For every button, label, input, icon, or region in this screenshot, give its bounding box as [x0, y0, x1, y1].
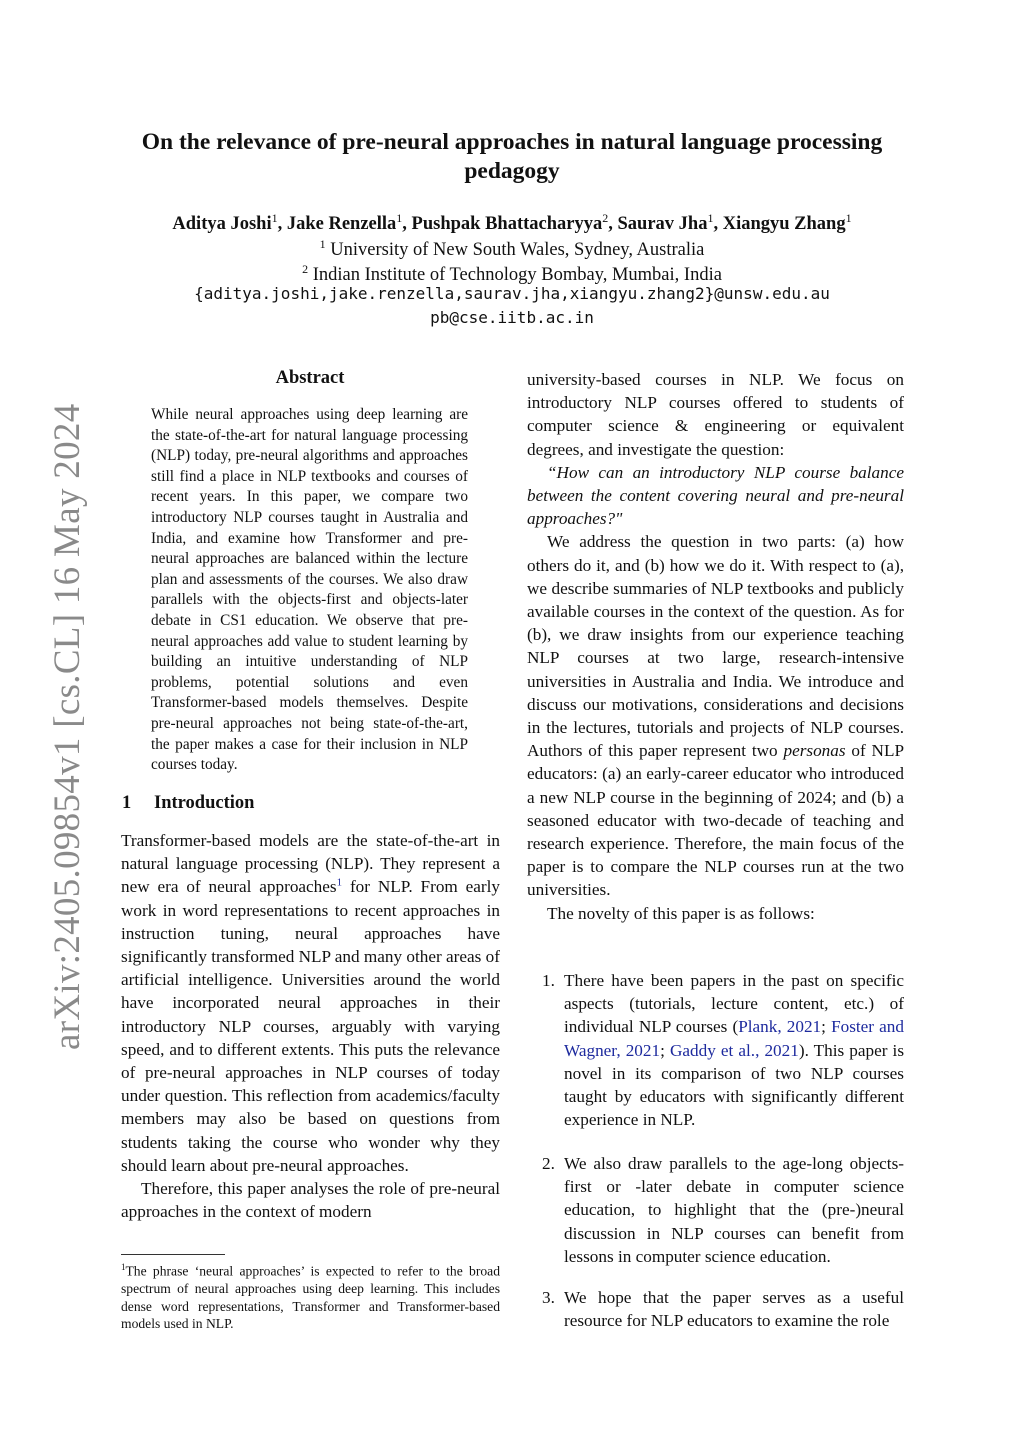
- paragraph: university-based courses in NLP. We focus on introductory NLP courses offered to students of computer science & engineering or equivalent degrees, and investigate the question:: [527, 370, 904, 459]
- list-item: 1. There have been papers in the past on specific aspects (tutorials, lecture content, etc.) of individual NLP courses (Plank, 2021; Foster and Wagner, 2021; Gaddy et al., 2021). This paper is novel in its comparison of two NLP courses taught by educators with significantly different experience in NLP.: [542, 971, 905, 1130]
- author-affil-mark: 1: [396, 211, 403, 225]
- author-affil-mark: 1: [707, 211, 714, 225]
- paper-title: On the relevance of pre-neural approaches in natural language processing pedagogy: [141, 129, 883, 184]
- author-name: Saurav Jha: [617, 214, 708, 235]
- footnote: $^1$The phrase ‘neural approaches’ is expected to refer to the broad spectrum of neural approaches using deep learning. This includes dense word representations, Transformer and Transformer-based models used in NLP.: [121, 1262, 500, 1332]
- author-affil-mark: 2: [602, 211, 609, 225]
- author-name: Pushpak Bhattacharyya: [411, 214, 603, 235]
- novelty-list-item: [527, 1152, 904, 1268]
- author-affil-mark: 1: [271, 211, 278, 225]
- abstract-text: While neural approaches using deep learning are the state-of-the-art for natural language processing (NLP) today, pre-neural algorithms and approaches still find a place in NLP textbooks and courses of recent years. In this paper, we compare two introductory NLP courses taught in Australia and India, and examine how Transformer and pre-neural approaches are balanced within the lecture plan and assessments of the courses. We also draw parallels with the objects-first and objects-later debate in CS1 education. We observe that pre-neural approaches add value to student learning by building an intuitive understanding of NLP problems, potential solutions and even Transformer-based models themselves. Despite pre-neural approaches not being state-of-the-art, the paper makes a case for their inclusion in NLP courses today.: [151, 406, 468, 774]
- list-item: 2. We also draw parallels to the age-long objects-first or -later debate in computer science education, to highlight that the (pre-)neural discussion in NLP courses can benefit from lessons in computer science education.: [542, 1154, 904, 1266]
- citation-link[interactable]: Foster and Wagner, 2021: [564, 1017, 904, 1060]
- affiliation: $^2$ Indian Institute of Technology Bombay, Mumbai, India: [302, 262, 722, 286]
- author-list: Aditya Joshi$^1$, Jake Renzella$^1$, Pushpak Bhattacharyya$^2$, Saurav Jha$^1$, Xiangyu Zhang$^1$: [172, 211, 852, 235]
- email-list: pb@cse.iitb.ac.in: [430, 308, 594, 327]
- paragraph: Transformer-based models are the state-of-the-art in natural language processing (NLP). They represent a new era of neural approaches$^1$ for NLP. From early work in word representations to recent approaches in instruction tuning, neural approaches have significantly transformed NLP and many other areas of artificial intelligence. Universities around the world have incorporated neural approaches in their introductory NLP courses, arguably with varying speed, and to different extents. This puts the relevance of pre-neural approaches in NLP courses of today under question. This reflection from academics/faculty members may also be based on questions from students taking the course who wonder why they should learn about pre-neural approaches.: [121, 831, 500, 1175]
- author-name: Aditya Joshi: [172, 214, 272, 235]
- list-item: 3. We hope that the paper serves as a useful resource for NLP educators to examine the role: [542, 1288, 904, 1331]
- arxiv-identifier: arXiv:2405.09854v1 [cs.CL] 16 May 2024: [47, 403, 88, 1050]
- footnote-divider: [121, 1254, 225, 1255]
- email-list: {aditya.joshi,jake.renzella,saurav.jha,xiangyu.zhang2}@unsw.edu.au: [194, 284, 830, 303]
- paragraph: Therefore, this paper analyses the role of pre-neural approaches in the context of modern: [121, 1179, 500, 1222]
- novelty-list-item: [527, 969, 904, 1131]
- section-heading: 1 Introduction: [122, 793, 255, 813]
- footnote-marker-link[interactable]: 1: [336, 876, 343, 889]
- author-affil-mark: 1: [845, 211, 852, 225]
- paragraph: We address the question in two parts: (a) how others do it, and (b) how we do it. With respect to (a), we describe summaries of NLP textbooks and publicly available courses in the context of the question. As for (b), we draw insights from our experience teaching NLP courses at two large, research-intensive universities in Australia and India. We introduce and discuss our motivations, considerations and decisions in the lectures, tutorials and projects of NLP courses. Authors of this paper represent two personas of NLP educators: (a) an early-career educator who introduced a new NLP course in the beginning of 2024; and (b) a seasoned educator with two-decade of teaching and research experience. Therefore, the main focus of the paper is to compare the NLP courses run at the two universities.: [527, 532, 904, 900]
- research-question-quote: “How can an introductory NLP course balance between the content covering neural and pre-neural approaches?": [527, 462, 904, 529]
- abstract-heading: Abstract: [275, 368, 345, 388]
- author-name: Jake Renzella: [286, 214, 397, 235]
- left-column: [121, 829, 500, 1223]
- citation-link[interactable]: Gaddy et al., 2021: [669, 1040, 799, 1060]
- affiliation: $^1$ University of New South Wales, Sydney, Australia: [319, 237, 705, 261]
- novelty-list-item: [527, 1286, 904, 1332]
- paragraph: The novelty of this paper is as follows:: [547, 903, 815, 923]
- citation-link[interactable]: Plank, 2021: [738, 1017, 822, 1037]
- author-name: Xiangyu Zhang: [722, 214, 846, 235]
- right-column: [527, 368, 904, 925]
